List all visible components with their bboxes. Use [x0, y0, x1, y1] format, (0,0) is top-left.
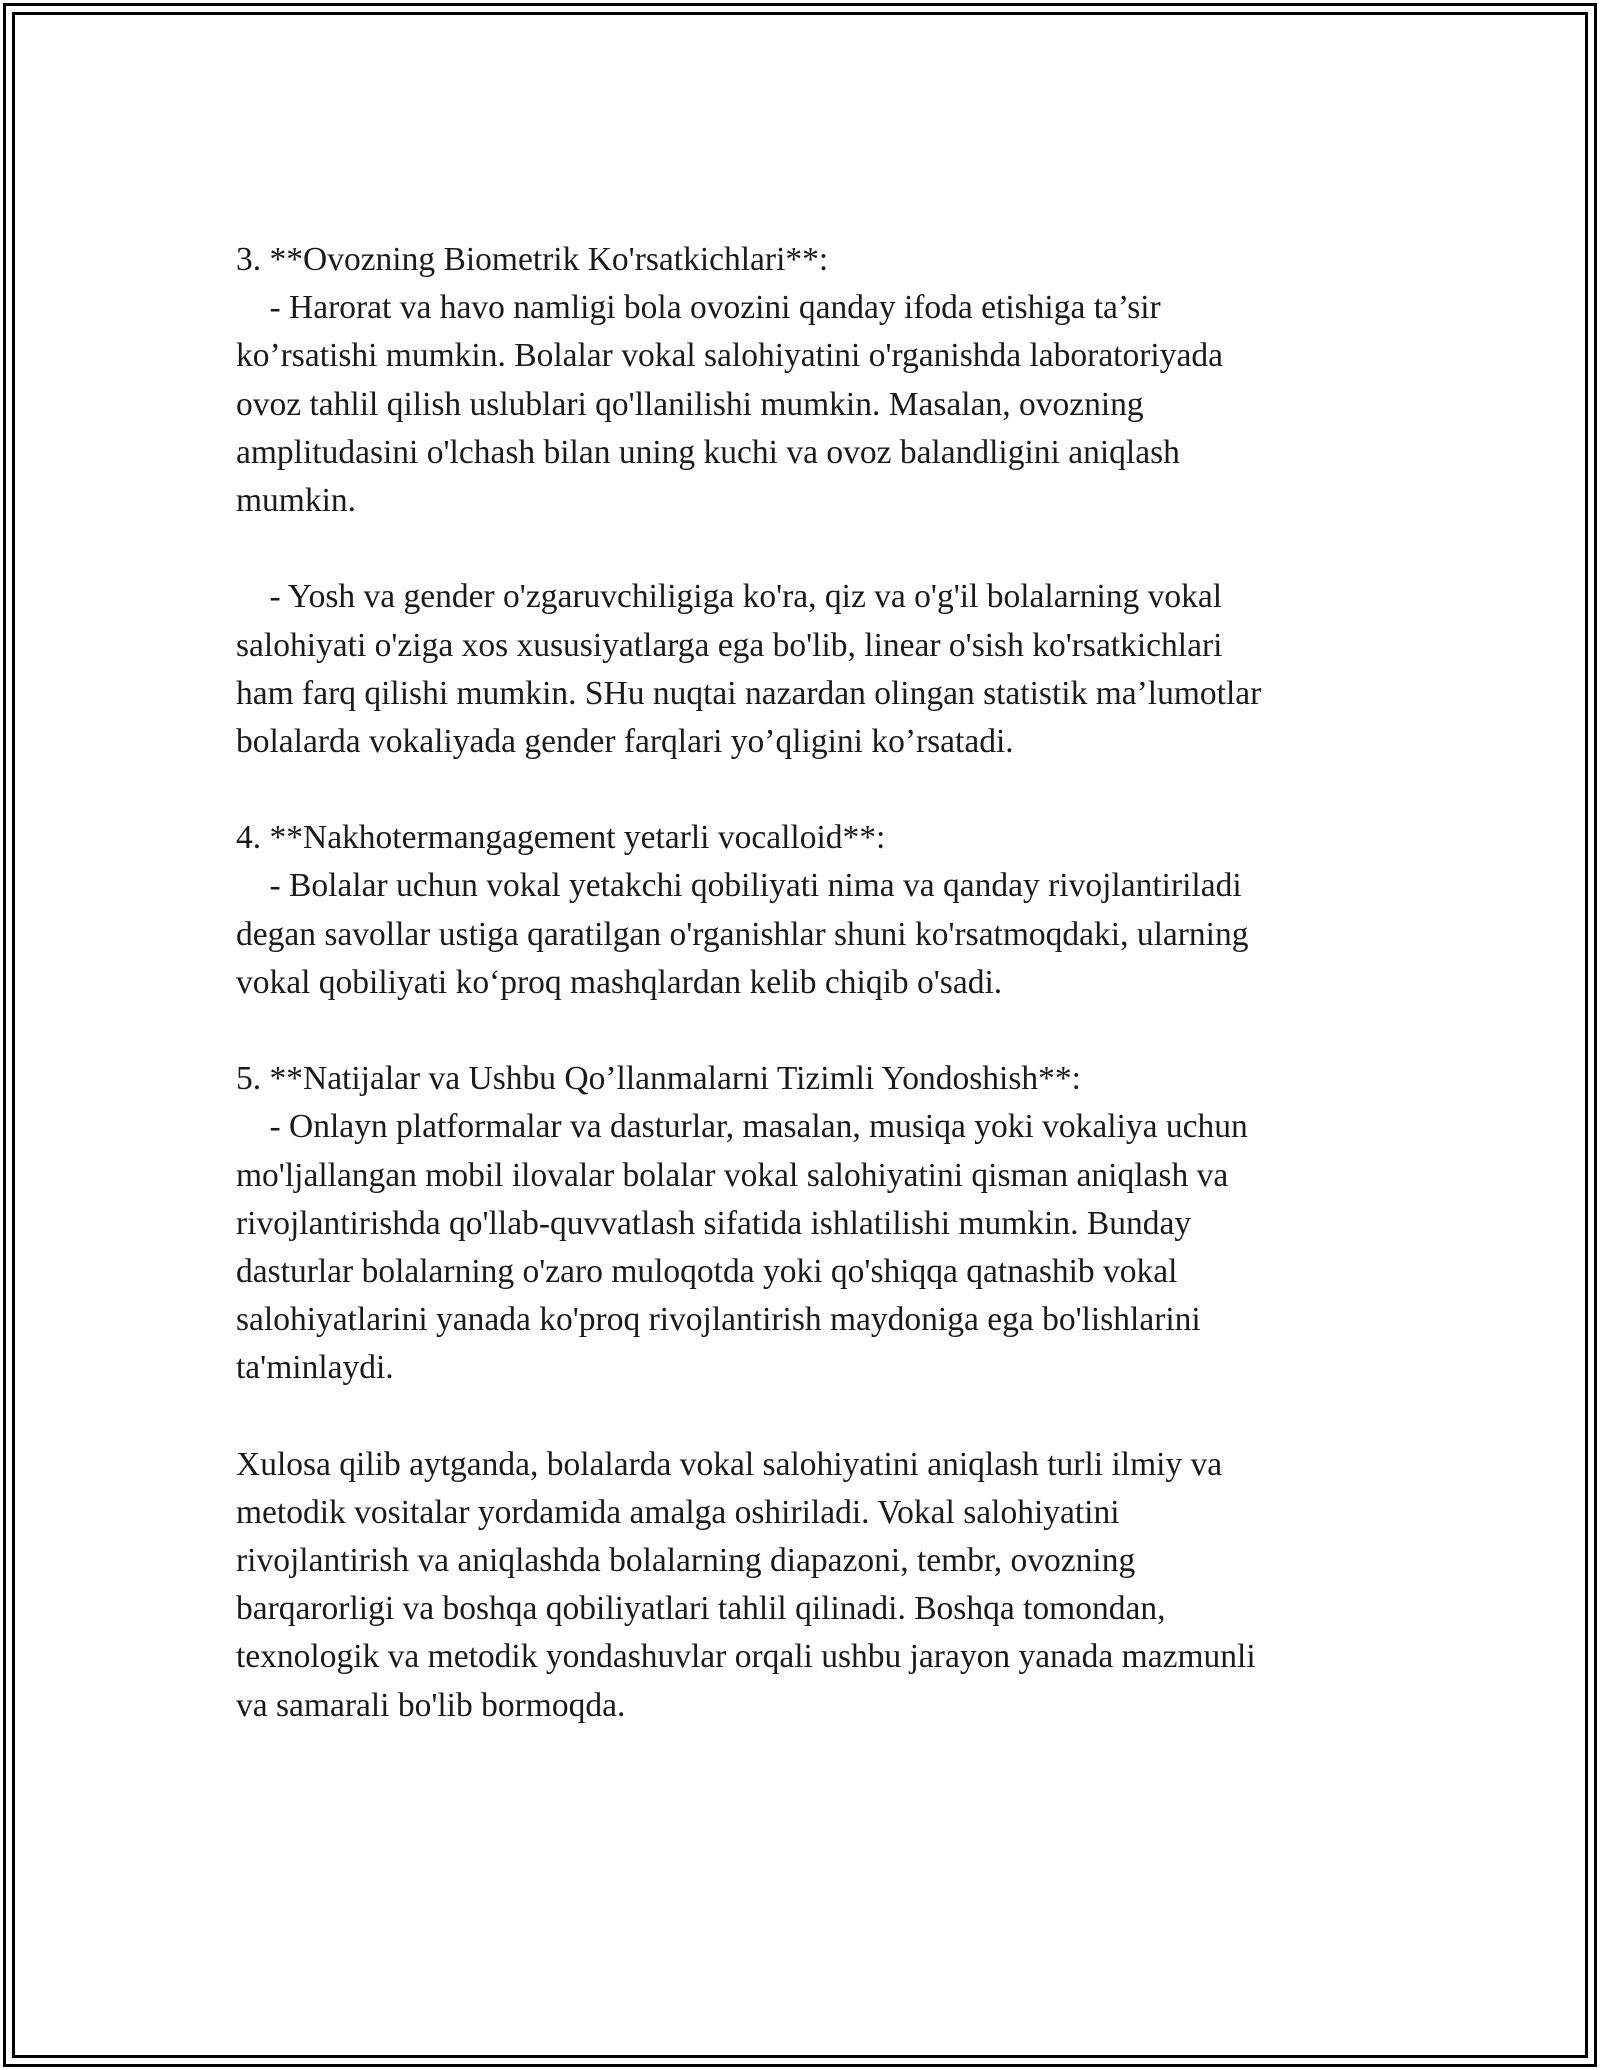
- section-heading: 3. **Ovozning Biometrik Ko'rsatkichlari**:: [236, 241, 829, 278]
- paragraph: [236, 573, 1386, 766]
- text-line: degan savollar ustiga qaratilgan o'rganishlar shuni ko'rsatmoqdaki, ularning: [236, 915, 1249, 953]
- section-gap: [236, 1393, 1386, 1441]
- text-line: amplitudasini o'lchash bilan uning kuchi va ovoz balandligini aniqlash: [236, 433, 1180, 471]
- conclusion-paragraph: [236, 1441, 1386, 1730]
- text-line: ovoz tahlil qilish uslublari qo'llanilishi mumkin. Masalan, ovozning: [236, 385, 1144, 423]
- text-line: ham farq qilishi mumkin. SHu nuqtai nazardan olingan statistik ma’lumotlar: [236, 674, 1262, 712]
- text-line: mo'ljallangan mobil ilovalar bolalar vokal salohiyatini qisman aniqlash va: [236, 1156, 1229, 1194]
- text-line: - Harorat va havo namligi bola ovozini qanday ifoda etishiga ta’sir: [236, 289, 1161, 327]
- text-line: ko’rsatishi mumkin. Bolalar vokal salohiyatini o'rganishda laboratoriyada: [236, 337, 1223, 375]
- text-line: barqarorligi va boshqa qobiliyatlari tahlil qilinadi. Boshqa tomondan,: [236, 1590, 1166, 1628]
- text-line: salohiyati o'ziga xos xususiyatlarga ega bo'lib, linear o'sish ko'rsatkichlari: [236, 626, 1223, 664]
- paragraph-gap: [236, 525, 1386, 573]
- text-line: metodik vositalar yordamida amalga oshiriladi. Vokal salohiyatini: [236, 1493, 1120, 1531]
- text-line: ta'minlaydi.: [236, 1349, 394, 1387]
- text-line: - Onlayn platformalar va dasturlar, masalan, musiqa yoki vokaliya uchun: [236, 1108, 1248, 1146]
- paragraph: [236, 862, 1386, 1007]
- text-line: bolalarda vokaliyada gender farqlari yo’qligini ko’rsatadi.: [236, 722, 1014, 760]
- document-body: [236, 236, 1386, 1730]
- section-4: [236, 814, 1386, 1007]
- text-line: dasturlar bolalarning o'zaro muloqotda yoki qo'shiqqa qatnashib vokal: [236, 1252, 1178, 1290]
- text-line: - Yosh va gender o'zgaruvchiligiga ko'ra, qiz va o'g'il bolalarning vokal: [236, 578, 1223, 616]
- text-line: vokal qobiliyati ko‘proq mashqlardan kelib chiqib o'sadi.: [236, 963, 1003, 1001]
- text-line: salohiyatlarini yanada ko'proq rivojlantirish maydoniga ega bo'lishlarini: [236, 1301, 1201, 1339]
- section-heading: 5. **Natijalar va Ushbu Qo’llanmalarni Tizimli Yondoshish**:: [236, 1060, 1081, 1098]
- text-line: rivojlantirish va aniqlashda bolalarning diapazoni, tembr, ovozning: [236, 1542, 1136, 1580]
- text-line: - Bolalar uchun vokal yetakchi qobiliyati nima va qanday rivojlantiriladi: [236, 867, 1242, 905]
- section-gap: [236, 766, 1386, 814]
- text-line: Xulosa qilib aytganda, bolalarda vokal salohiyatini aniqlash turli ilmiy va: [236, 1445, 1223, 1483]
- text-line: va samarali bo'lib bormoqda.: [236, 1686, 626, 1724]
- section-3: [236, 236, 1386, 766]
- text-line: rivojlantirishda qo'llab-quvvatlash sifatida ishlatilishi mumkin. Bunday: [236, 1204, 1192, 1242]
- section-5: [236, 1055, 1386, 1392]
- text-line: texnologik va metodik yondashuvlar orqali ushbu jarayon yanada mazmunli: [236, 1638, 1256, 1676]
- text-line: mumkin.: [236, 481, 357, 519]
- section-heading: 4. **Nakhotermangagement yetarli vocalloid**:: [236, 819, 886, 857]
- section-gap: [236, 1007, 1386, 1055]
- paragraph: [236, 1103, 1386, 1392]
- paragraph: [236, 284, 1386, 525]
